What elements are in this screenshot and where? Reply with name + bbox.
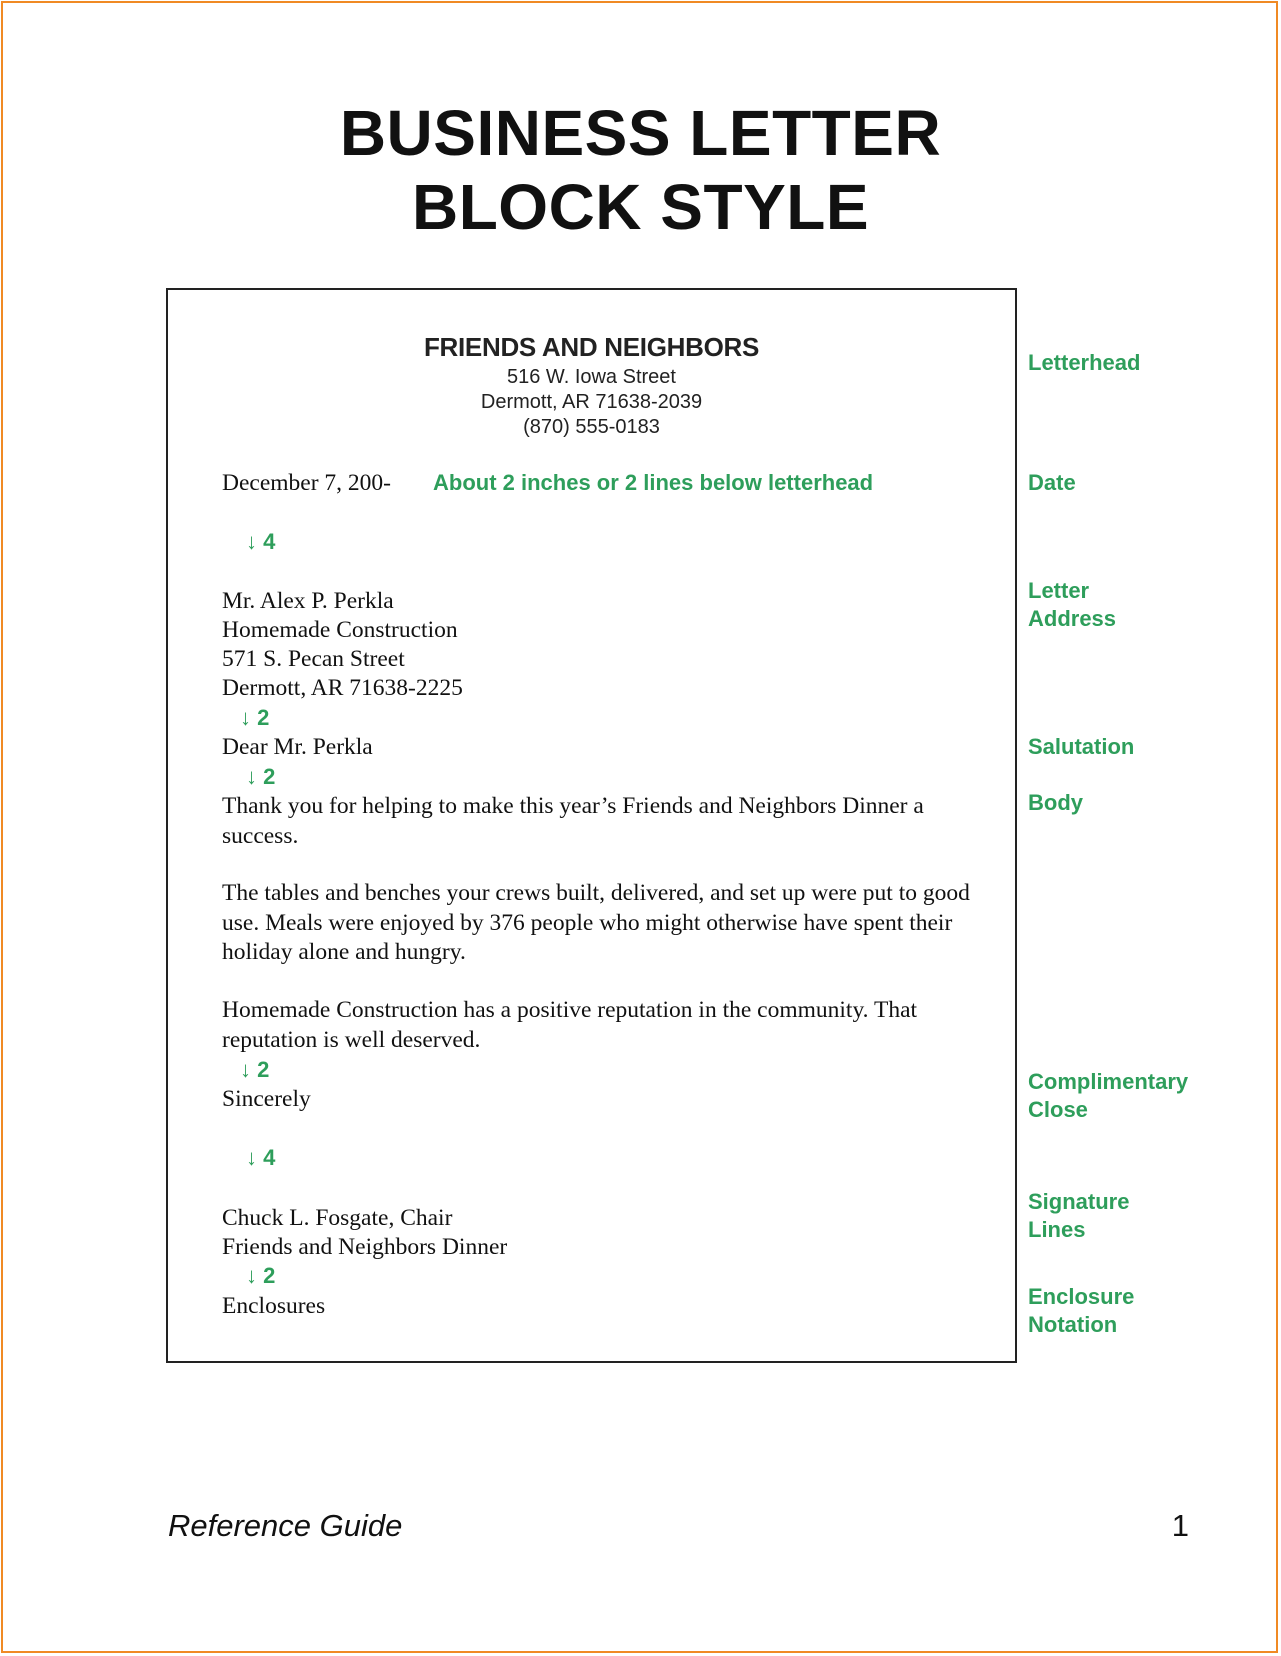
- page-title-line-2: BLOCK STYLE: [411, 171, 870, 243]
- letterhead-city: Dermott, AR 71638-2039: [480, 391, 703, 413]
- label-salutation: Salutation: [1028, 734, 1135, 759]
- date-placement-note: About 2 inches or 2 lines below letterhead: [433, 470, 874, 495]
- label-line: Address: [1028, 606, 1117, 631]
- salutation: Dear Mr. Perkla: [222, 734, 373, 760]
- letterhead-name: FRIENDS AND NEIGHBORS: [423, 332, 760, 362]
- address-line: Mr. Alex P. Perkla: [222, 588, 394, 614]
- label-enclosure-notation: [1028, 1283, 1134, 1339]
- body-paragraph: The tables and benches your crews built, delivered, and set up were put to good use. Meals were enjoyed by 376 people who might otherwise have spent their holiday alone and hungry.: [222, 880, 970, 965]
- page-number: 1: [1171, 1508, 1189, 1543]
- footer-title: Reference Guide: [168, 1508, 403, 1543]
- label-line: Complimentary: [1028, 1069, 1189, 1094]
- spacing-arrow: ↓ 2: [240, 1057, 270, 1082]
- label-line: Notation: [1028, 1312, 1118, 1337]
- address-line: 571 S. Pecan Street: [222, 646, 405, 672]
- address-line: Dermott, AR 71638-2225: [222, 675, 463, 701]
- letter-date: December 7, 200-: [222, 470, 391, 496]
- body-paragraph: Homemade Construction has a positive reputation in the community. That reputation is well deserved.: [222, 997, 918, 1053]
- page-title-line-1: BUSINESS LETTER: [339, 97, 942, 169]
- signature-line: Chuck L. Fosgate, Chair: [222, 1205, 453, 1231]
- spacing-arrow: ↓ 2: [246, 1263, 276, 1288]
- body-paragraph: Thank you for helping to make this year’s Friends and Neighbors Dinner a success.: [222, 793, 924, 849]
- spacing-arrow: ↓ 2: [246, 764, 276, 789]
- spacing-arrow: ↓ 2: [240, 705, 270, 730]
- label-letterhead: Letterhead: [1028, 350, 1141, 375]
- letterhead-street: 516 W. Iowa Street: [507, 366, 676, 388]
- label-complimentary-close: [1028, 1068, 1188, 1124]
- label-signature-lines: [1028, 1188, 1129, 1244]
- address-line: Homemade Construction: [222, 617, 458, 643]
- label-date: Date: [1028, 470, 1076, 495]
- label-line: Enclosure: [1028, 1284, 1135, 1309]
- label-line: Signature: [1028, 1189, 1130, 1214]
- letterhead-phone: (870) 555-0183: [523, 416, 660, 438]
- spacing-arrow: ↓ 4: [246, 1145, 276, 1170]
- complimentary-close: Sincerely: [222, 1086, 311, 1112]
- label-line: Lines: [1028, 1217, 1086, 1242]
- label-body: Body: [1028, 790, 1083, 815]
- label-line: Close: [1028, 1097, 1088, 1122]
- label-letter-address: [1028, 577, 1116, 633]
- spacing-arrow: ↓ 4: [246, 529, 276, 554]
- signature-line: Friends and Neighbors Dinner: [222, 1234, 508, 1260]
- enclosure-notation: Enclosures: [222, 1293, 326, 1319]
- label-line: Letter: [1028, 578, 1090, 603]
